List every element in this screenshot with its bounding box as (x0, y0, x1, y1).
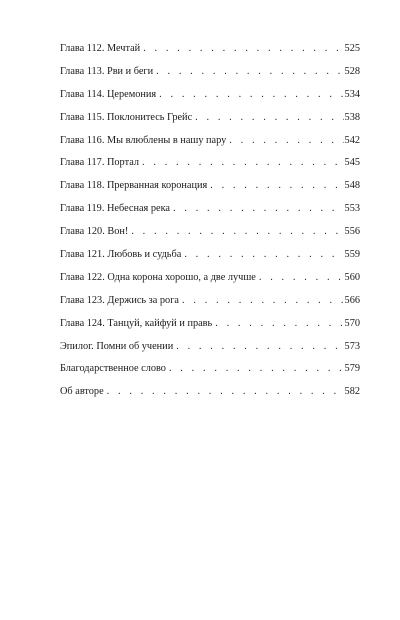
toc-entry (60, 181, 360, 204)
toc-entry-page: 548 (344, 180, 360, 192)
toc-entry-page: 528 (344, 65, 360, 77)
toc-entry-title: Глава 113. Рви и беги (60, 65, 154, 77)
toc-entry-title: Глава 119. Небесная река (60, 203, 171, 215)
toc-entry (60, 387, 360, 410)
toc-entry-page: 534 (344, 88, 360, 100)
toc-entry-page: 579 (344, 363, 360, 375)
toc-entry-page: 566 (344, 294, 360, 306)
toc-entry (60, 319, 360, 342)
toc-entry (60, 296, 360, 319)
toc-entry-title: Глава 116. Мы влюблены в нашу пару (60, 134, 227, 146)
toc-entry-page: 570 (344, 317, 360, 329)
toc-entry (60, 90, 360, 113)
toc-entry-page: 582 (344, 386, 360, 398)
toc-entry-title: Глава 122. Одна корона хорошо, а две лучше (60, 271, 256, 283)
toc-entry (60, 250, 360, 273)
toc-entry-page: 559 (344, 249, 360, 261)
toc-entry (60, 44, 360, 67)
table-of-contents (60, 44, 360, 410)
dot-leader (176, 342, 343, 352)
dot-leader (142, 158, 344, 168)
dot-leader (173, 204, 344, 214)
toc-entry-title: Об авторе (60, 386, 104, 398)
toc-entry (60, 227, 360, 250)
toc-entry-title: Эпилог. Помни об учении (60, 340, 174, 352)
toc-entry-page: 525 (344, 43, 360, 54)
toc-entry (60, 136, 360, 159)
dot-leader (210, 181, 343, 191)
toc-entry-title: Благодарственное слово (60, 363, 166, 375)
dot-leader (215, 319, 343, 329)
dot-leader (195, 113, 343, 123)
toc-entry-title: Глава 115. Поклонитесь Грейс (60, 111, 193, 123)
toc-entry-title: Глава 117. Портал (60, 157, 139, 169)
dot-leader (182, 296, 344, 306)
toc-entry-page: 573 (344, 340, 360, 352)
toc-entry (60, 273, 360, 296)
toc-entry-title: Глава 112. Мечтай (60, 43, 141, 54)
dot-leader (143, 44, 343, 54)
toc-entry (60, 342, 360, 365)
toc-entry-page: 556 (344, 226, 360, 238)
toc-entry-page: 553 (344, 203, 360, 215)
toc-entry-title: Глава 121. Любовь и судьба (60, 249, 182, 261)
dot-leader (131, 227, 343, 237)
toc-entry-page: 542 (344, 134, 360, 146)
toc-entry (60, 204, 360, 227)
dot-leader (184, 250, 343, 260)
dot-leader (107, 387, 344, 397)
toc-entry-page: 560 (344, 271, 360, 283)
toc-entry-title: Глава 120. Вон! (60, 226, 129, 238)
toc-entry-title: Глава 114. Церемония (60, 88, 157, 100)
toc-entry-title: Глава 118. Прерванная коронация (60, 180, 208, 192)
toc-entry-page: 538 (344, 111, 360, 123)
dot-leader (159, 90, 343, 100)
toc-entry-page: 545 (344, 157, 360, 169)
toc-entry-title: Глава 123. Держись за рога (60, 294, 179, 306)
toc-entry (60, 158, 360, 181)
toc-entry (60, 113, 360, 136)
toc-entry (60, 364, 360, 387)
toc-entry (60, 67, 360, 90)
dot-leader (259, 273, 344, 283)
dot-leader (156, 67, 343, 77)
toc-entry-title: Глава 124. Танцуй, кайфуй и правь (60, 317, 213, 329)
dot-leader (229, 136, 343, 146)
dot-leader (169, 364, 344, 374)
